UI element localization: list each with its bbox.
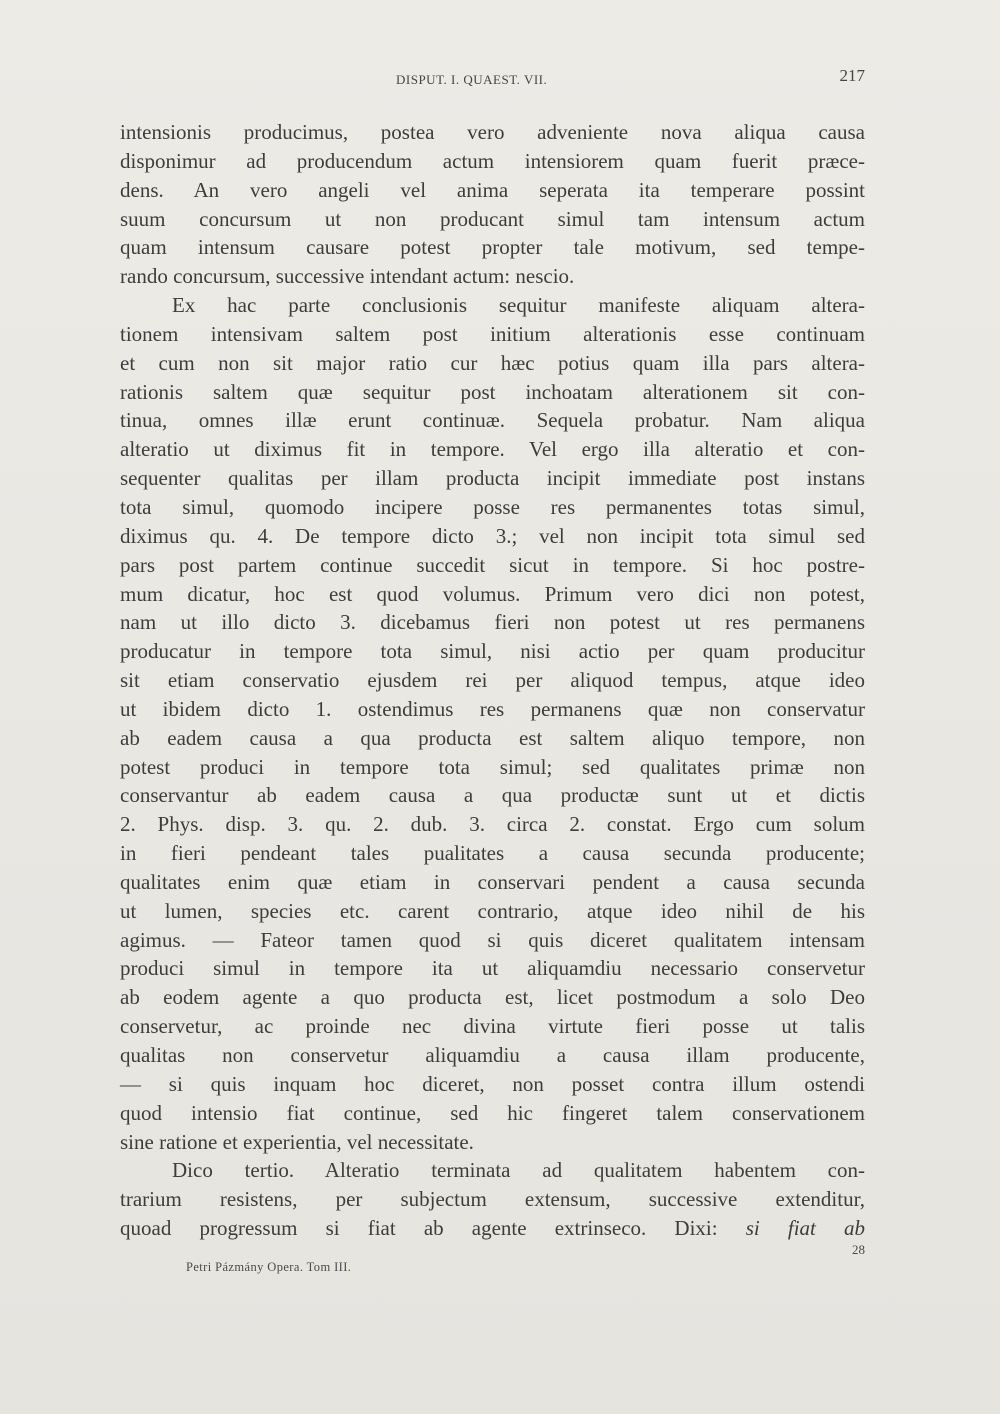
text-line: mum dicatur, hoc est quod volumus. Primum vero dici non potest, bbox=[120, 581, 865, 606]
text-line: tionem intensivam saltem post initium alterationis esse continuam bbox=[120, 321, 865, 346]
text-line: rationis saltem quæ sequitur post inchoatam alterationem sit con- bbox=[120, 379, 865, 404]
text-line: sine ratione et experientia, vel necessitate. bbox=[120, 1129, 474, 1154]
running-title: DISPUT. I. QUAEST. VII. bbox=[396, 72, 548, 87]
text-line: ut lumen, species etc. carent contrario, atque ideo nihil de his bbox=[120, 898, 865, 923]
text-line: nam ut illo dicto 3. dicebamus fieri non potest ut res permanens bbox=[120, 610, 865, 635]
text-line: alteratio ut diximus fit in tempore. Vel ergo illa alteratio et con- bbox=[120, 437, 865, 462]
paragraph-start-line: Dico tertio. Alteratio terminata ad qualitatem habentem con- bbox=[172, 1158, 865, 1183]
text-line: producatur in tempore tota simul, nisi actio per quam producitur bbox=[120, 639, 865, 664]
text-line: rando concursum, successive intendant actum: nescio. bbox=[120, 264, 575, 289]
text-line: ab eadem causa a qua producta est saltem aliquo tempore, non bbox=[120, 725, 865, 750]
text-line: tota simul, quomodo incipere posse res permanentes totas simul, bbox=[120, 494, 865, 519]
running-head bbox=[120, 66, 865, 90]
text-line: potest produci in tempore tota simul; sed qualitates primæ non bbox=[120, 754, 865, 779]
text-line: quam intensum causare potest propter tale motivum, sed tempe- bbox=[120, 235, 865, 260]
text-line: produci simul in tempore ita ut aliquamdiu necessario conservetur bbox=[120, 956, 865, 981]
text-line: ut ibidem dicto 1. ostendimus res permanens quæ non conservatur bbox=[120, 696, 865, 721]
text-line: conservetur, ac proinde nec divina virtute fieri posse ut talis bbox=[120, 1014, 865, 1039]
text-line: trarium resistens, per subjectum extensum, successive extenditur, bbox=[120, 1187, 865, 1212]
text-line: conservantur ab eadem causa a qua productæ sunt ut et dictis bbox=[120, 783, 865, 808]
text-line: pars post partem continue succedit sicut in tempore. Si hoc postre- bbox=[120, 552, 865, 577]
paragraph-start-line: Ex hac parte conclusionis sequitur manifeste aliquam altera- bbox=[172, 293, 865, 318]
page-number: 217 bbox=[839, 66, 865, 85]
text-line: — si quis inquam hoc diceret, non posset contra illum ostendi bbox=[120, 1071, 865, 1096]
text-line: diximus qu. 4. De tempore dicto 3.; vel non incipit tota simul sed bbox=[120, 523, 865, 548]
text-line: sit etiam conservatio ejusdem rei per aliquod tempus, atque ideo bbox=[120, 668, 865, 693]
text-line: 2. Phys. disp. 3. qu. 2. dub. 3. circa 2. constat. Ergo cum solum bbox=[120, 812, 865, 837]
text-line: sequenter qualitas per illam producta incipit immediate post instans bbox=[120, 466, 865, 491]
text-line: intensionis producimus, postea vero adveniente nova aliqua causa bbox=[120, 120, 865, 144]
text-line: et cum non sit major ratio cur hæc potius quam illa pars altera- bbox=[120, 350, 865, 375]
signature-mark: 28 bbox=[852, 1242, 865, 1257]
text-line: disponimur ad producendum actum intensiorem quam fuerit præce- bbox=[120, 148, 865, 173]
italic-phrase: si fiat ab bbox=[745, 1216, 865, 1241]
text-line: in fieri pendeant tales pualitates a causa secunda producente; bbox=[120, 841, 865, 866]
text-line: qualitates enim quæ etiam in conservari pendent a causa secunda bbox=[120, 869, 865, 894]
text-line-with-italic bbox=[120, 1214, 865, 1243]
text-line: tinua, omnes illæ erunt continuæ. Sequela probatur. Nam aliqua bbox=[120, 408, 865, 433]
text-line: qualitas non conservetur aliquamdiu a causa illam producente, bbox=[120, 1043, 865, 1067]
text-line: ab eodem agente a quo producta est, licet postmodum a solo Deo bbox=[120, 985, 865, 1010]
body-text bbox=[120, 118, 865, 1243]
text-line: agimus. — Fateor tamen quod si quis diceret qualitatem intensam bbox=[120, 927, 865, 952]
text-line: quod intensio fiat continue, sed hic fingeret talem conservationem bbox=[120, 1100, 865, 1125]
printer-signature: Petri Pázmány Opera. Tom III. bbox=[186, 1260, 352, 1274]
text-segment: quoad progressum si fiat ab agente extrinseco. Dixi: bbox=[120, 1216, 718, 1241]
text-line: suum concursum ut non producant simul tam intensum actum bbox=[120, 206, 865, 231]
text-line: dens. An vero angeli vel anima seperata ita temperare possint bbox=[120, 177, 865, 202]
